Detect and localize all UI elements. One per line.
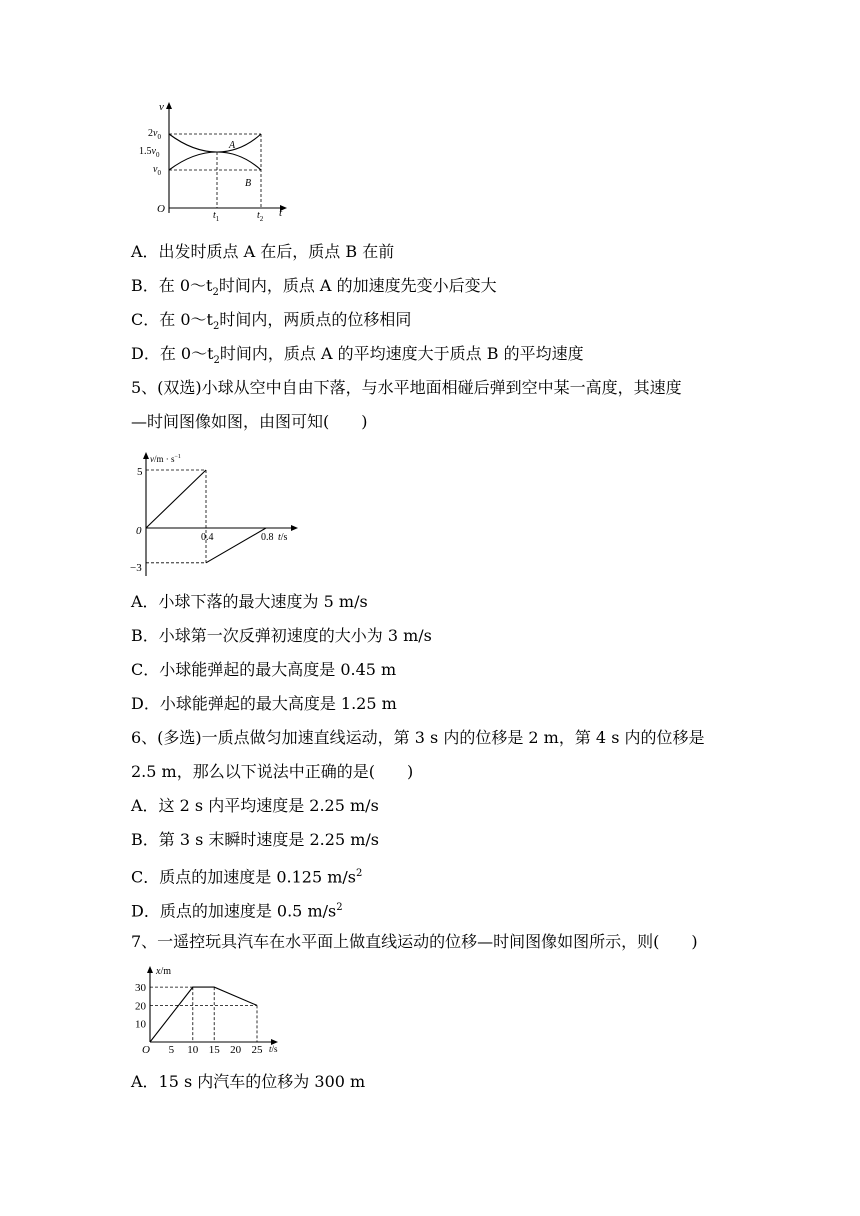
- x-tick-label: 25: [251, 1044, 263, 1056]
- q4-option-d-sub: 2: [213, 355, 220, 367]
- series-line: [150, 987, 257, 1042]
- figure-q7-xt: [130, 962, 290, 1058]
- curve-b-label: B: [245, 178, 252, 189]
- q7-option-a: A．15 s 内汽车的位移为 300 m: [131, 1072, 366, 1091]
- q5-option-c: C．小球能弹起的最大高度是 0.45 m: [131, 660, 397, 679]
- x-axis-label: t: [279, 207, 283, 219]
- q6-option-c-text: C．质点的加速度是 0.125 m/s: [131, 867, 356, 887]
- q6-option-d-text: D．质点的加速度是 0.5 m/s: [131, 901, 337, 921]
- q6-option-a: A．这 2 s 内平均速度是 2.25 m/s: [131, 796, 379, 815]
- y-axis-label: x/m: [156, 966, 172, 977]
- q6-option-d-sup: 2: [336, 902, 343, 913]
- origin-label: O: [142, 1044, 150, 1056]
- tick-t2: $t_2$: [257, 210, 264, 222]
- q5-option-b: B．小球第一次反弹初速度的大小为 3 m/s: [131, 626, 432, 645]
- q5-option-d: D．小球能弹起的最大高度是 1.25 m: [131, 694, 397, 713]
- x-axis-label: t/s: [278, 532, 288, 543]
- y-axis-arrow: [147, 966, 153, 973]
- tick-t1: $t_1$: [213, 210, 220, 222]
- curve-a-label: A: [229, 140, 236, 151]
- y-axis-arrow: [143, 452, 149, 459]
- origin-label: O: [157, 203, 165, 215]
- q6-option-b: B．第 3 s 末瞬时速度是 2.25 m/s: [131, 830, 379, 849]
- q6-stem-line1: 6、(多选)一质点做匀加速直线运动，第 3 s 内的位移是 2 m，第 4 s 内的位移是: [131, 728, 705, 747]
- y-tick-neg3: −3: [130, 562, 142, 574]
- q5-stem-line2: —时间图像如图，由图可知( ): [131, 412, 368, 431]
- y-tick-label: 20: [135, 1000, 146, 1013]
- x-axis-arrow: [291, 525, 298, 531]
- figure-vt-ab: [135, 98, 295, 222]
- q4-option-c: [131, 310, 411, 337]
- x-tick-label: 10: [187, 1044, 199, 1056]
- q4-option-b-pre: B．在 0～t: [131, 276, 213, 295]
- q5-option-a: A．小球下落的最大速度为 5 m/s: [131, 592, 368, 611]
- q4-option-c-sub: 2: [212, 321, 220, 333]
- series-line-2: [206, 528, 266, 563]
- series-line-1: [146, 470, 206, 528]
- tick-2v0: $2v_0$: [148, 128, 161, 141]
- tick-1-5v0: $1.5v_0$: [139, 146, 160, 159]
- figure-q5-vt: [128, 448, 310, 578]
- q4-option-b-post: 时间内，质点 A 的加速度先变小后变大: [218, 276, 497, 295]
- q4-option-b: [131, 276, 497, 303]
- x-tick-0-8: 0.8: [261, 532, 274, 543]
- q4-option-d-post: 时间内，质点 A 的平均速度大于质点 B 的平均速度: [219, 344, 584, 363]
- x-axis-label: t/s: [269, 1044, 278, 1054]
- q4-option-c-pre: C．在 0～t: [131, 310, 213, 329]
- q6-stem-line2: 2.5 m，那么以下说法中正确的是( ): [131, 762, 414, 781]
- q6-option-c: [131, 864, 362, 887]
- q4-option-d: [131, 344, 584, 371]
- q6-option-d: [131, 898, 343, 921]
- y-tick-5: 5: [137, 466, 143, 478]
- origin-label: 0: [136, 525, 142, 537]
- x-tick-0-4: 0.4: [201, 532, 214, 543]
- y-axis-label: v: [159, 101, 164, 113]
- y-axis-label: $v/m \cdot s^{-1}$: [150, 454, 181, 464]
- tick-v0: $v_0$: [153, 164, 161, 177]
- x-tick-label: 5: [168, 1044, 175, 1056]
- y-axis-arrow: [166, 102, 172, 109]
- q6-option-c-sup: 2: [356, 868, 363, 879]
- q5-stem-line1: 5、(双选)小球从空中自由下落，与水平地面相碰后弹到空中某一高度，其速度: [131, 378, 682, 397]
- q4-option-b-sub: 2: [212, 287, 219, 299]
- chart-marks: [135, 982, 263, 1056]
- q4-option-a: A．出发时质点 A 在后，质点 B 在前: [131, 242, 395, 261]
- y-tick-label: 10: [135, 1018, 146, 1031]
- x-tick-label: 15: [208, 1044, 220, 1056]
- q4-option-d-pre: D．在 0～t: [131, 344, 214, 363]
- x-tick-label: 20: [230, 1044, 242, 1056]
- q4-option-c-post: 时间内，两质点的位移相同: [219, 310, 412, 329]
- y-tick-label: 30: [135, 982, 146, 995]
- curve-b: [169, 134, 261, 170]
- q7-stem-line1: 7、一遥控玩具汽车在水平面上做直线运动的位移—时间图像如图所示，则( ): [131, 932, 698, 951]
- chart-marks: [146, 470, 266, 563]
